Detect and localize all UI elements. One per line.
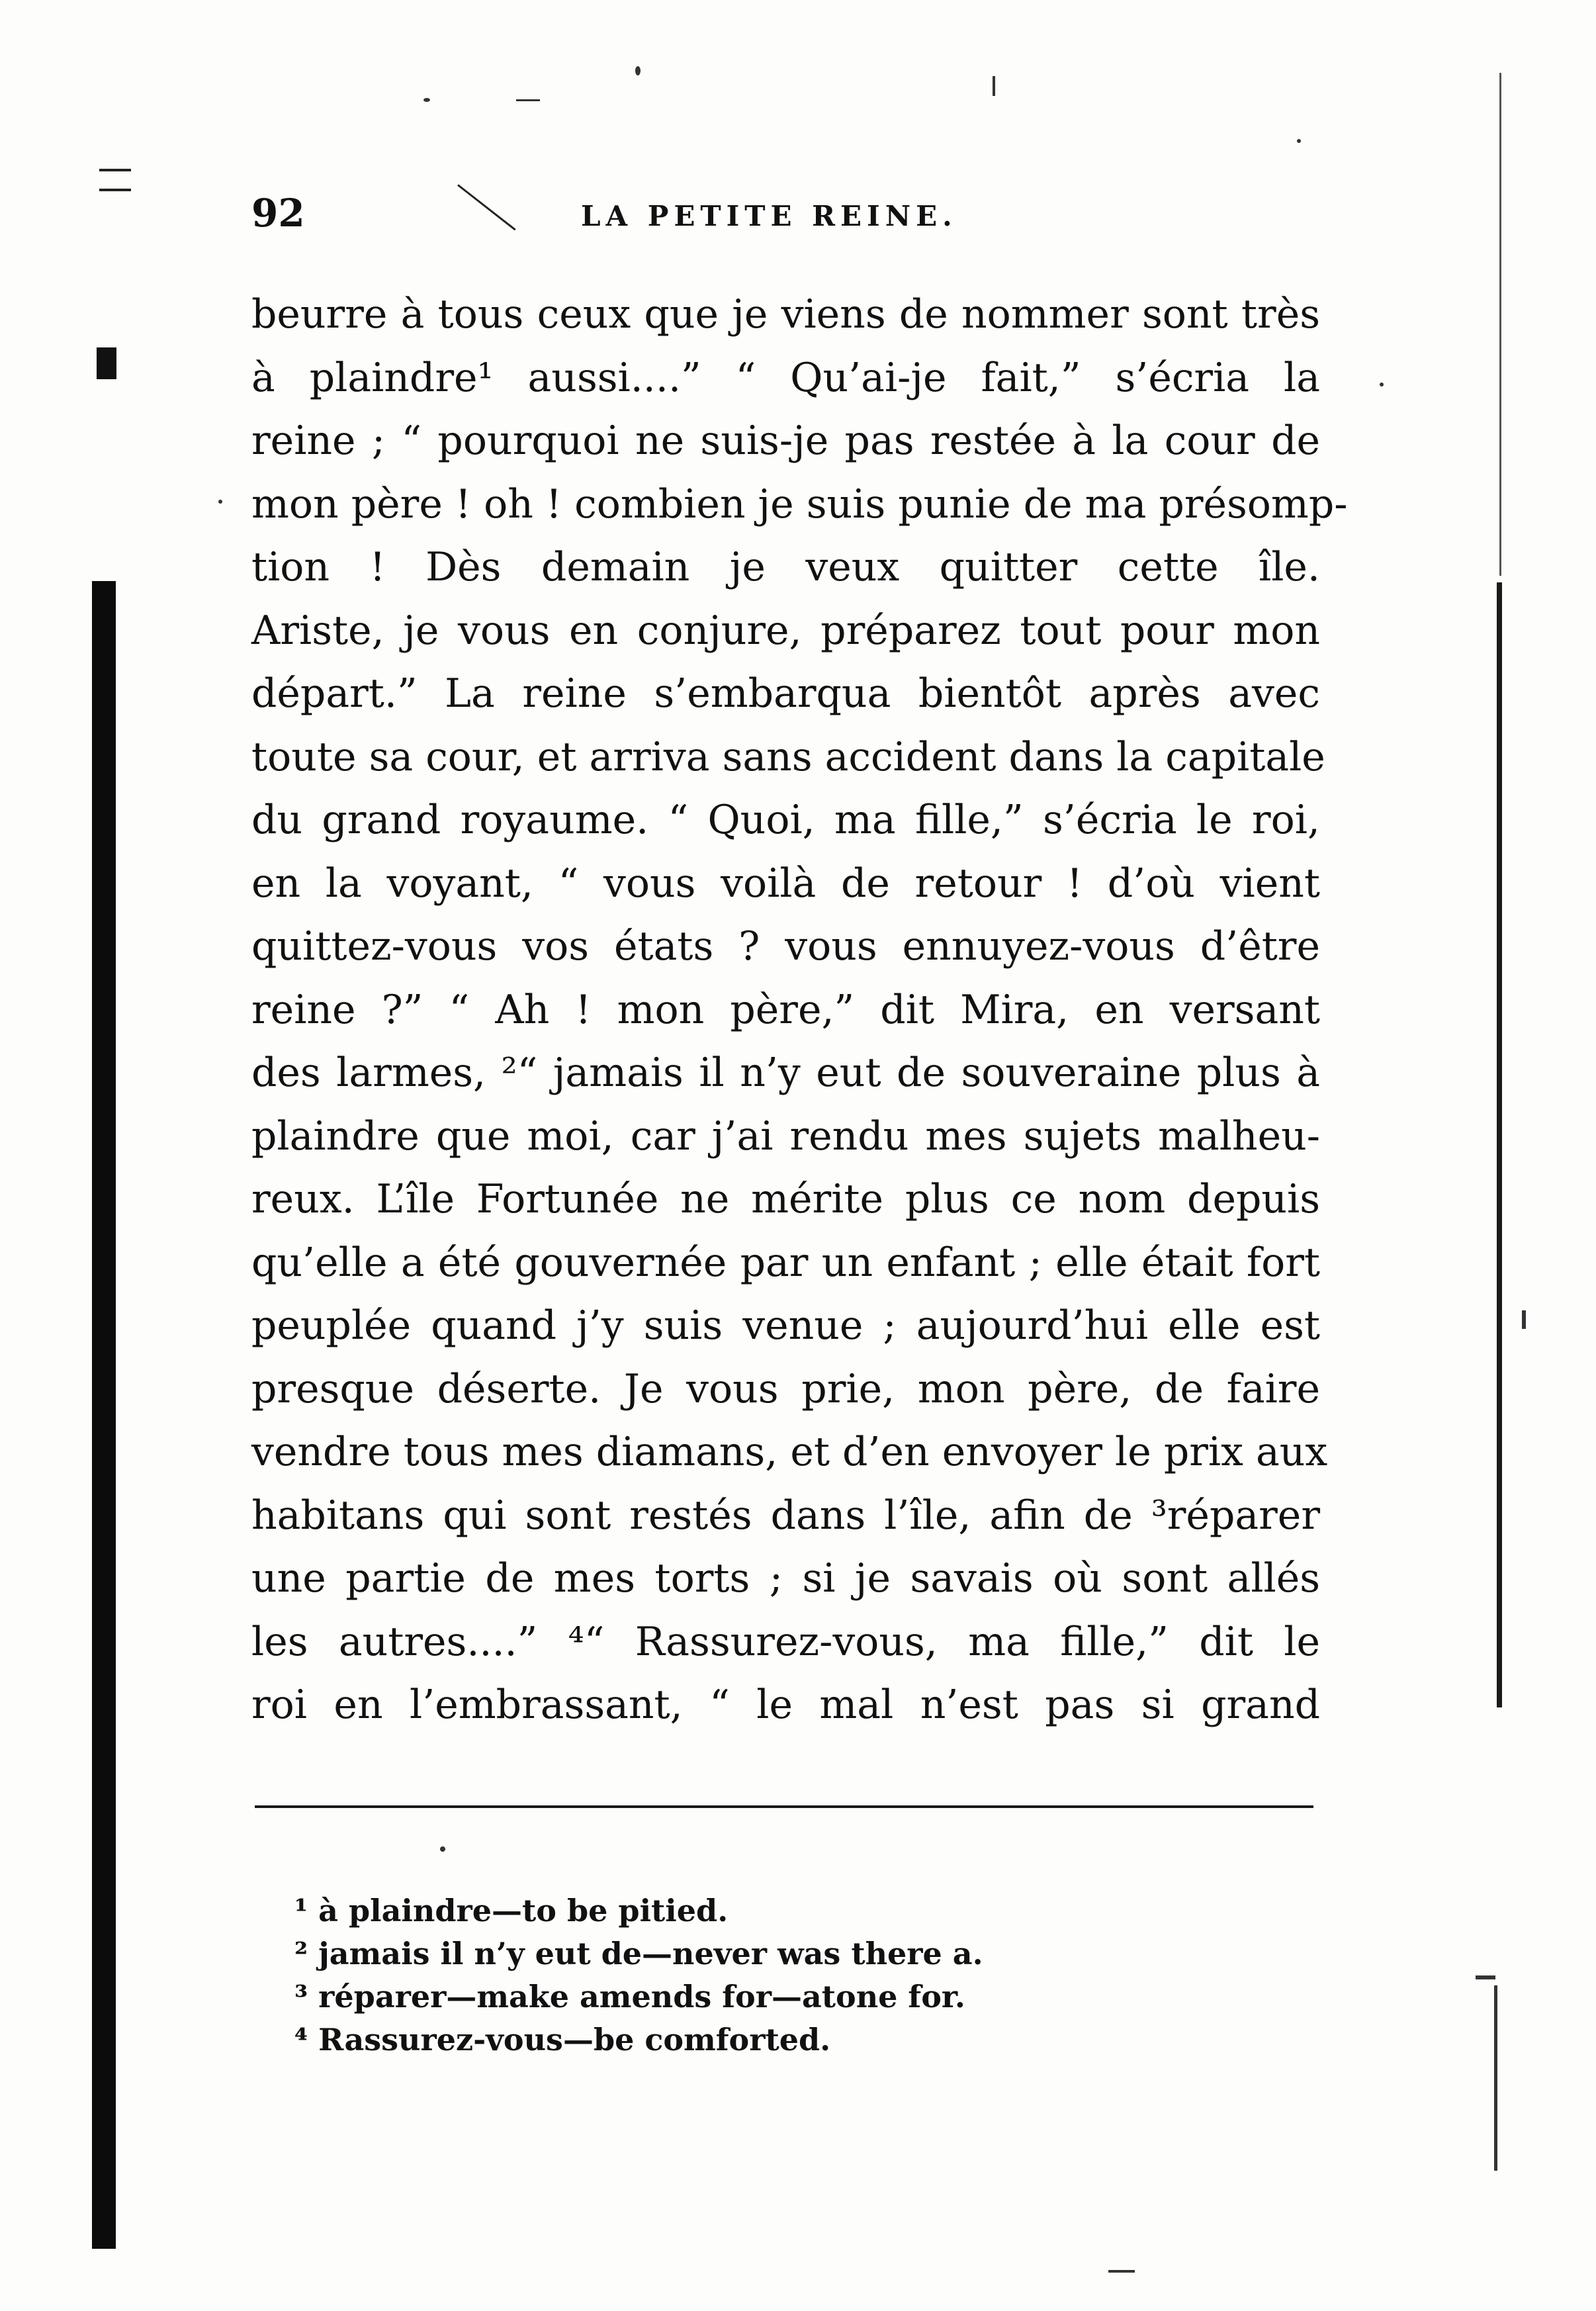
text-line: peuplée quand j’y suis venue ; aujourd’hui elle est: [251, 1302, 1320, 1349]
running-head: LA PETITE REINE.: [581, 200, 957, 232]
scan-speck: [1476, 1975, 1495, 1979]
footnotes: [294, 1889, 1221, 2062]
text-line: reux. L’île Fortunée ne mérite plus ce nom depuis: [251, 1176, 1320, 1222]
text-line: à plaindre¹ aussi....” “ Qu’ai-je fait,” s’écria la: [251, 354, 1320, 401]
text-line: en la voyant, “ vous voilà de retour ! d’où vient: [251, 860, 1320, 907]
text-line: quittez-vous vos états ? vous ennuyez-vous d’être: [251, 923, 1320, 970]
page-edge-shadow: [1497, 582, 1502, 1707]
text-line: vendre tous mes diamans, et d’en envoyer le prix aux: [251, 1429, 1328, 1475]
binding-shadow-bar: [92, 581, 116, 2249]
footnote: ² jamais il n’y eut de—never was there a.: [294, 1936, 983, 1971]
header-scratch-mark: [457, 184, 516, 230]
text-line: reine ; “ pourquoi ne suis-je pas restée à la cour de: [251, 418, 1320, 464]
text-line: départ.” La reine s’embarqua bientôt après avec: [251, 670, 1320, 717]
footnote: ⁴ Rassurez-vous—be comforted.: [294, 2022, 831, 2058]
scan-speck: [1380, 383, 1384, 386]
scan-speck: [1108, 2270, 1135, 2273]
text-line: une partie de mes torts ; si je savais où sont allés: [251, 1555, 1320, 1602]
page-edge-shadow-lower: [1494, 1985, 1497, 2171]
body-text: [251, 283, 1348, 1737]
scan-speck: [635, 66, 641, 75]
text-line: toute sa cour, et arriva sans accident dans la capitale: [251, 733, 1325, 780]
text-line: presque déserte. Je vous prie, mon père, de faire: [251, 1365, 1320, 1412]
footnote: ¹ à plaindre—to be pitied.: [294, 1893, 729, 1928]
scan-speck: [218, 500, 222, 504]
text-line: reine ?” “ Ah ! mon père,” dit Mira, en versant: [251, 986, 1320, 1033]
text-line: les autres....” ⁴“ Rassurez-vous, ma fille,” dit le: [251, 1618, 1320, 1665]
scan-speck: [1522, 1310, 1526, 1329]
text-line: Ariste, je vous en conjure, préparez tout pour mon: [251, 607, 1320, 654]
scan-speck: [1297, 139, 1301, 143]
page-edge-line: [1499, 73, 1501, 576]
footnote-divider: [255, 1805, 1313, 1808]
text-line: du grand royaume. “ Quoi, ma fille,” s’écria le roi,: [251, 797, 1320, 843]
text-line: tion ! Dès demain je veux quitter cette île.: [251, 544, 1320, 590]
binding-edge-marks: [99, 169, 131, 191]
binding-shadow-mark: [97, 347, 116, 379]
text-line: des larmes, ²“ jamais il n’y eut de souveraine plus à: [251, 1050, 1320, 1096]
scan-speck: [993, 76, 995, 96]
scan-speck: [440, 1846, 445, 1852]
text-line: mon père ! oh ! combien je suis punie de ma présomp-: [251, 480, 1348, 527]
scan-speck: [423, 98, 430, 102]
text-line: qu’elle a été gouvernée par un enfant ; elle était fort: [251, 1239, 1320, 1286]
footnote: ³ réparer—make amends for—atone for.: [294, 1979, 965, 2015]
page-number: 92: [251, 191, 305, 236]
text-line: plaindre que moi, car j’ai rendu mes sujets malheu-: [251, 1112, 1320, 1159]
text-line: habitans qui sont restés dans l’île, afin de ³réparer: [251, 1492, 1320, 1539]
page-header: [251, 191, 1323, 244]
scan-speck: [516, 99, 540, 101]
text-line: roi en l’embrassant, “ le mal n’est pas si grand: [251, 1682, 1320, 1728]
text-line: beurre à tous ceux que je viens de nommer sont très: [251, 291, 1320, 338]
